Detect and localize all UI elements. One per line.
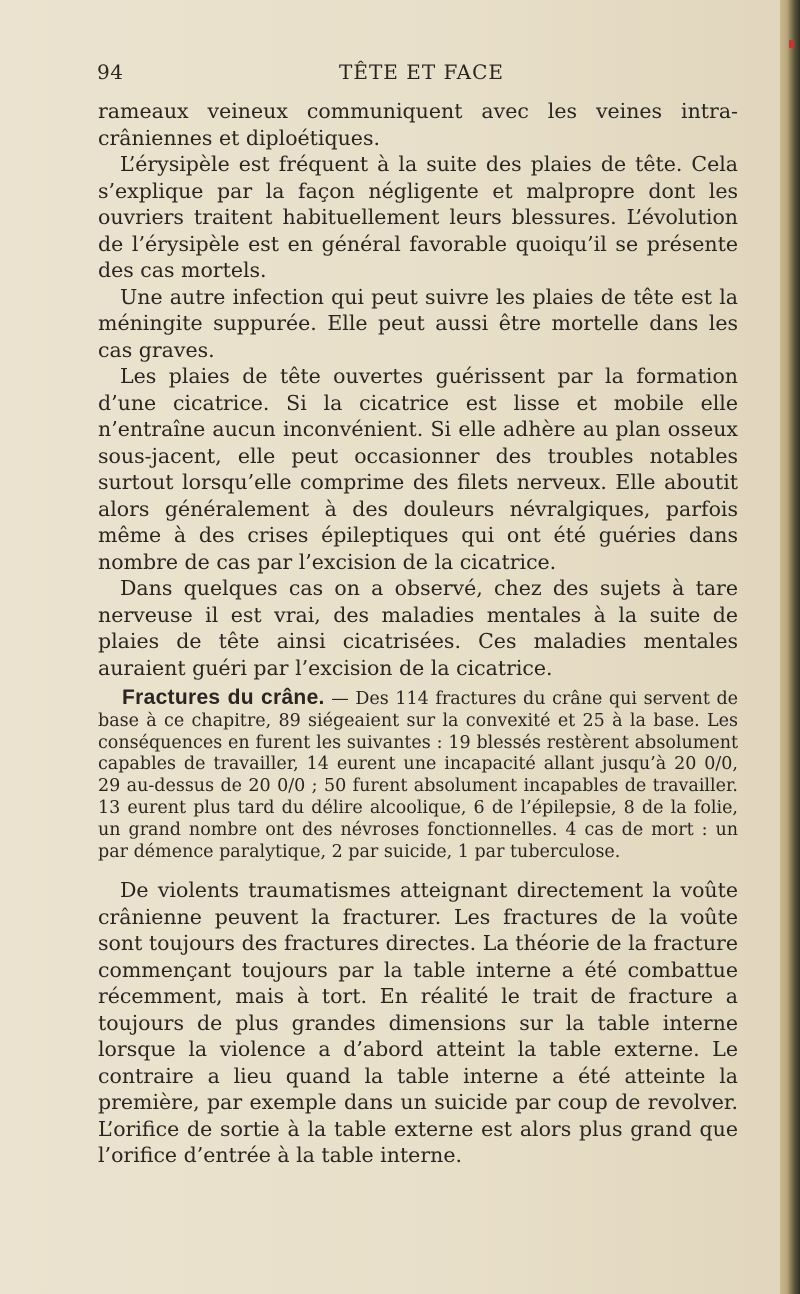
- page-body: [98, 98, 738, 1169]
- paragraph-vault-fractures: De violents traumatismes atteignant directement la voûte crânienne peuvent la fracturer. Les fractures de la voûte sont toujours des fractures directes. La théorie de la fracture commençant toujours par la table interne a été combattue récemment, mais à tort. En réalité le trait de fracture a toujours de plus grandes dimensions sur la table interne lorsque la violence a d’abord atteint la table externe. Le contraire a lieu quand la table interne a été atteinte la première, par exemple dans un suicide par coup de revolver. L’orifice de sortie à la table externe est alors plus grand que l’orifice d’entrée à la table interne.: [98, 878, 738, 1168]
- section-statistics: — Des 114 fractures du crâne qui servent de base à ce chapitre, 89 siégeaient sur la convexité et 25 à la base. Les conséquences en furent les suivantes : 19 blessés restèrent absolument capables de travailler, 14 eurent une incapacité allant jusqu’à 20 0/0, 29 au-dessus de 20 0/0 ; 50 furent absolument incapables de travailler. 13 eurent plus tard du délire alcoolique, 6 de l’épilepsie, 8 de la folie, un grand nombre ont des névroses fonctionnelles. 4 cas de mort : un par démence paralytique, 2 par suicide, 1 par tuberculose.: [98, 689, 739, 862]
- paragraph-scars: Les plaies de tête ouvertes guérissent par la formation d’une cicatrice. Si la cicatrice est lisse et mobile elle n’entraîne aucun inconvénient. Si elle adhère au plan osseux sous-jacent, elle peut occasionner des troubles notables surtout lorsqu’elle comprime des filets nerveux. Elle aboutit alors généralement à des douleurs névralgiques, parfois même à des crises épileptiques qui ont été guéries dans nombre de cas par l’excision de la cicatrice.: [98, 364, 738, 574]
- page-edge-shadow: [780, 0, 800, 1294]
- section-spacer: [98, 863, 738, 877]
- paragraph-mental-illness: Dans quelques cas on a observé, chez des sujets à tare nerveuse il est vrai, des maladies mentales à la suite de plaies de tête ainsi cicatrisées. Ces maladies mentales auraient guéri par l’excision de la cicatrice.: [98, 576, 738, 680]
- paragraph-meningitis: Une autre infection qui peut suivre les plaies de tête est la méningite suppurée. Elle peut aussi être mortelle dans les cas graves.: [98, 284, 738, 362]
- paragraph-erysipelas: L’érysipèle est fréquent à la suite des plaies de tête. Cela s’explique par la façon négligente et malpropre dont les ouvriers traitent habituellement leurs blessures. L’évolution de l’érysipèle est en général favorable quoiqu’il se présente des cas mortels.: [98, 152, 738, 282]
- section-heading: Fractures du crâne.: [122, 686, 325, 709]
- fractures-section: [98, 687, 738, 863]
- page-header: [97, 60, 737, 90]
- paragraph-veins: rameaux veineux communiquent avec les veines intra-crâniennes et diploétiques.: [98, 99, 738, 150]
- edge-tab-marker: [789, 40, 794, 48]
- running-title: TÊTE ET FACE: [339, 60, 505, 84]
- page-number: 94: [97, 60, 124, 84]
